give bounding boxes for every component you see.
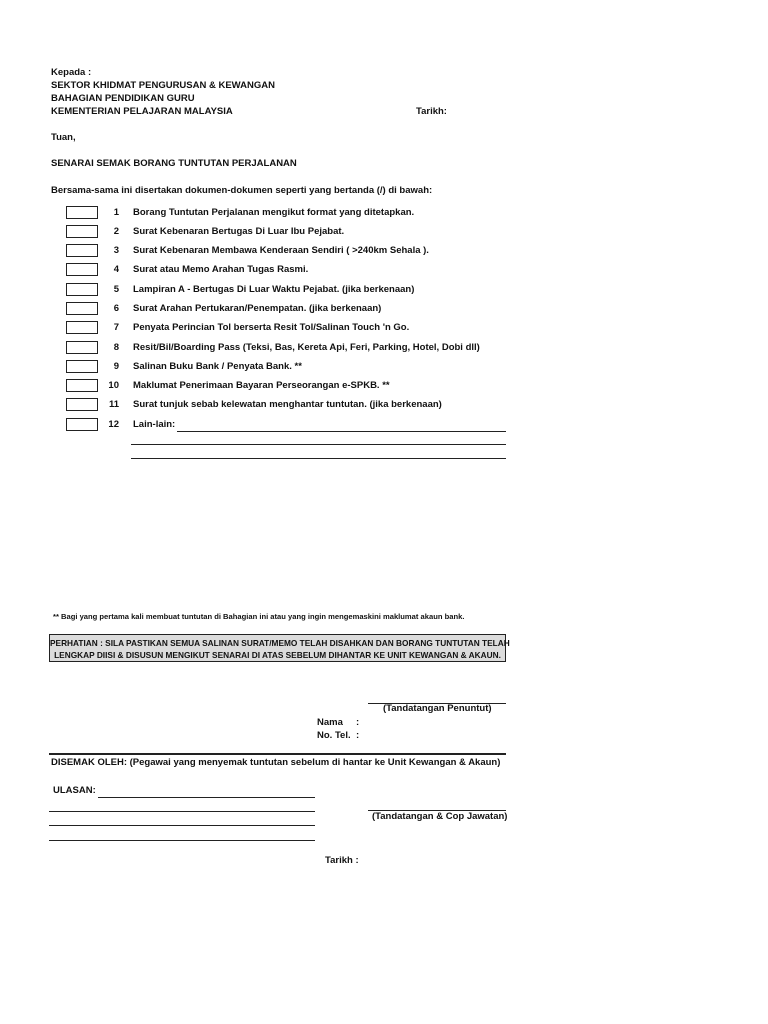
checklist-item: Surat Kebenaran Membawa Kenderaan Sendiri ( >240km Sehala ). xyxy=(133,245,429,256)
footnote: ** Bagi yang pertama kali membuat tuntutan di Bahagian ini atau yang ingin mengemaskini maklumat akaun bank. xyxy=(53,612,465,621)
checklist-item: Borang Tuntutan Perjalanan mengikut format yang ditetapkan. xyxy=(133,207,415,218)
checkbox[interactable] xyxy=(66,302,98,315)
checkbox[interactable] xyxy=(66,418,98,431)
checklist-item: Surat Kebenaran Bertugas Di Luar Ibu Pejabat. xyxy=(133,226,345,237)
phone-colon: : xyxy=(356,730,360,741)
checkbox[interactable] xyxy=(66,398,98,411)
date-label: Tarikh: xyxy=(416,106,447,117)
remarks-label: ULASAN: xyxy=(53,785,96,796)
item-number: 10 xyxy=(108,380,119,391)
checkbox[interactable] xyxy=(66,321,98,334)
attention-line-2: LENGKAP DIISI & DISUSUN MENGIKUT SENARAI DI ATAS SEBELUM DIHANTAR KE UNIT KEWANGAN & AKAUN. xyxy=(54,650,501,660)
checklist-item: Maklumat Penerimaan Bayaran Perseorangan e-SPKB. ** xyxy=(133,380,390,391)
name-label: Nama xyxy=(317,717,343,728)
remarks-line[interactable] xyxy=(49,825,315,826)
checklist-item: Surat atau Memo Arahan Tugas Rasmi. xyxy=(133,264,309,275)
remarks-line[interactable] xyxy=(49,840,315,841)
checklist-item: Lain-lain: xyxy=(133,419,176,430)
checkbox[interactable] xyxy=(66,283,98,296)
claimant-signature-label: (Tandatangan Penuntut) xyxy=(383,703,492,714)
checklist-item: Resit/Bil/Boarding Pass (Teksi, Bas, Kereta Api, Feri, Parking, Hotel, Dobi dll) xyxy=(133,342,480,353)
checkbox[interactable] xyxy=(66,360,98,373)
other-items-line[interactable] xyxy=(131,444,506,445)
other-items-line[interactable] xyxy=(177,431,506,432)
item-number: 8 xyxy=(113,342,119,353)
item-number: 9 xyxy=(113,361,119,372)
other-items-line[interactable] xyxy=(131,458,506,459)
checklist-item: Penyata Perincian Tol berserta Resit Tol/Salinan Touch 'n Go. xyxy=(133,322,410,333)
item-number: 6 xyxy=(113,303,119,314)
checker-signature-label: (Tandatangan & Cop Jawatan) xyxy=(372,811,508,822)
attention-banner xyxy=(49,634,510,662)
checklist-item: Lampiran A - Bertugas Di Luar Waktu Pejabat. (jika berkenaan) xyxy=(133,284,415,295)
checkbox[interactable] xyxy=(66,244,98,257)
checklist-item: Surat Arahan Pertukaran/Penempatan. (jika berkenaan) xyxy=(133,303,382,314)
recipient-line-3: KEMENTERIAN PELAJARAN MALAYSIA xyxy=(51,106,233,117)
remarks-line[interactable] xyxy=(98,797,315,798)
name-colon: : xyxy=(356,717,360,728)
section-divider xyxy=(49,753,506,755)
checkbox[interactable] xyxy=(66,341,98,354)
checkbox[interactable] xyxy=(66,225,98,238)
checked-by-heading: DISEMAK OLEH: (Pegawai yang menyemak tuntutan sebelum di hantar ke Unit Kewangan & Akaun) xyxy=(51,757,501,768)
item-number: 2 xyxy=(113,226,119,237)
item-number: 1 xyxy=(113,207,119,218)
checkbox[interactable] xyxy=(66,379,98,392)
salutation: Tuan, xyxy=(51,132,76,143)
item-number: 11 xyxy=(108,399,119,410)
recipient-line-1: SEKTOR KHIDMAT PENGURUSAN & KEWANGAN xyxy=(51,80,275,91)
item-number: 12 xyxy=(108,419,119,430)
recipient-label: Kepada : xyxy=(51,67,92,78)
item-number: 4 xyxy=(113,264,119,275)
phone-label: No. Tel. xyxy=(317,730,351,741)
attention-line-1: PERHATIAN : SILA PASTIKAN SEMUA SALINAN SURAT/MEMO TELAH DISAHKAN DAN BORANG TUNTUTAN TELAH xyxy=(50,638,510,648)
recipient-line-2: BAHAGIAN PENDIDIKAN GURU xyxy=(51,93,195,104)
checkbox[interactable] xyxy=(66,263,98,276)
checkbox[interactable] xyxy=(66,206,98,219)
checklist-item: Salinan Buku Bank / Penyata Bank. ** xyxy=(133,361,302,372)
item-number: 7 xyxy=(113,322,119,333)
page-title: SENARAI SEMAK BORANG TUNTUTAN PERJALANAN xyxy=(51,158,297,169)
item-number: 3 xyxy=(113,245,119,256)
checked-date-label: Tarikh : xyxy=(325,855,359,866)
item-number: 5 xyxy=(113,284,119,295)
intro-text: Bersama-sama ini disertakan dokumen-dokumen seperti yang bertanda (/) di bawah: xyxy=(51,185,433,196)
remarks-line[interactable] xyxy=(49,811,315,812)
checklist-item: Surat tunjuk sebab kelewatan menghantar tuntutan. (jika berkenaan) xyxy=(133,399,442,410)
